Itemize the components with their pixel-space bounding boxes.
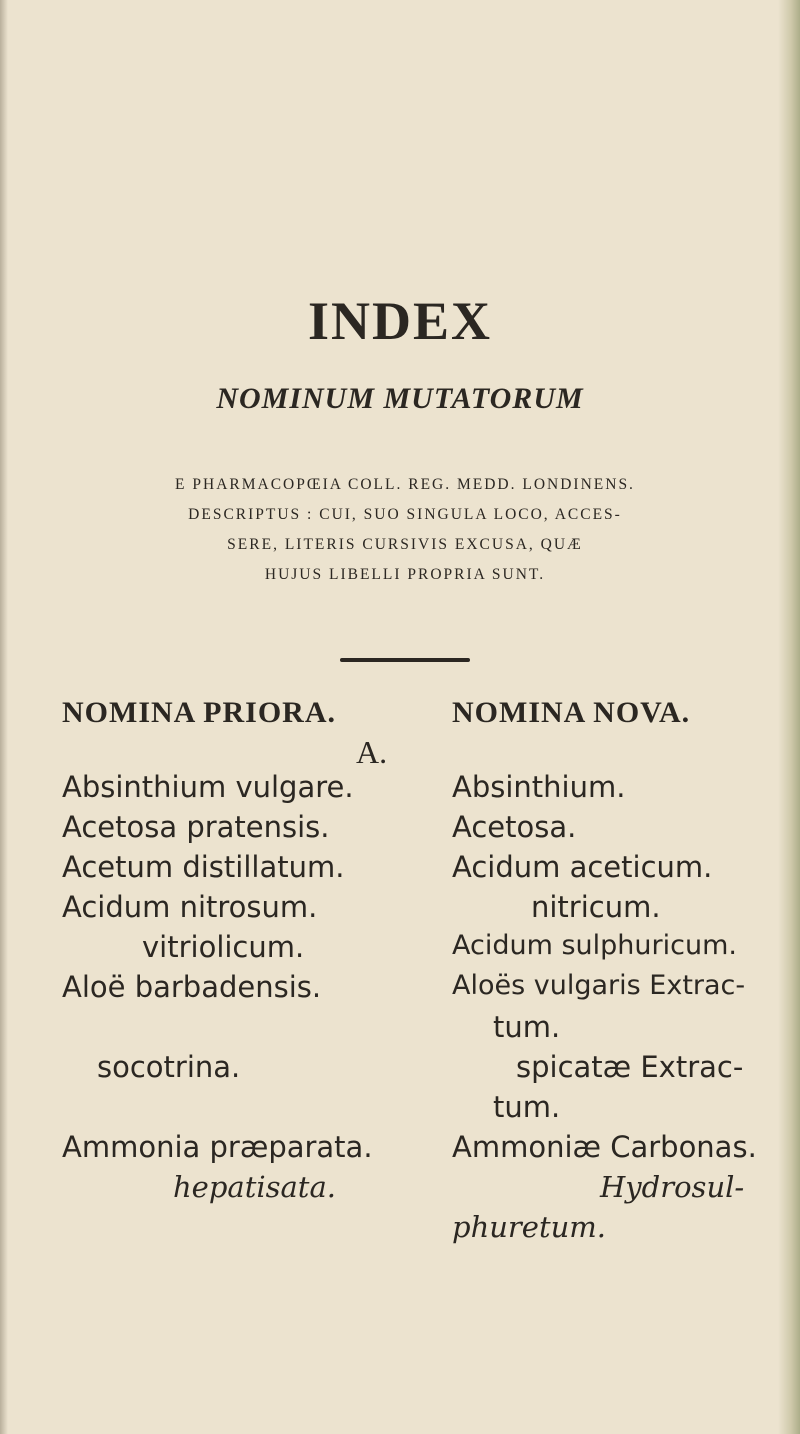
- new-name-entry: Ammoniæ Carbonas.: [452, 1130, 757, 1164]
- right-column-header: NOMINA NOVA.: [452, 696, 691, 729]
- old-name-entry: Absinthium vulgare.: [62, 770, 354, 804]
- description-line: DESCRIPTUS : CUI, SUO SINGULA LOCO, ACCES-: [188, 506, 622, 523]
- old-name-entry: hepatisata.: [173, 1170, 336, 1204]
- description-line: SERE, LITERIS CURSIVIS EXCUSA, QUÆ: [227, 536, 583, 553]
- new-name-entry: Acetosa.: [452, 810, 577, 844]
- new-name-entry: Acidum aceticum.: [452, 850, 713, 884]
- new-name-entry: Aloës vulgaris Extrac-: [452, 970, 746, 1001]
- old-name-entry: Acetosa pratensis.: [62, 810, 330, 844]
- new-name-entry: tum.: [493, 1090, 561, 1124]
- description: [60, 470, 750, 590]
- new-name-entry: nitricum.: [531, 890, 661, 924]
- page-subtitle: NOMINUM MUTATORUM: [216, 382, 584, 415]
- new-name-entry: phuretum.: [452, 1210, 606, 1244]
- new-name-entry: tum.: [493, 1010, 561, 1044]
- new-name-entry: Hydrosul-: [600, 1170, 745, 1204]
- description-line: E PHARMACOPŒIA COLL. REG. MEDD. LONDINENS.: [175, 476, 635, 493]
- page-gutter-shadow: [0, 0, 8, 1434]
- page-edge-stain: [778, 0, 800, 1434]
- old-name-entry: Acidum nitrosum.: [62, 890, 318, 924]
- description-line: HUJUS LIBELLI PROPRIA SUNT.: [264, 566, 546, 583]
- left-column-header: NOMINA PRIORA.: [62, 696, 336, 729]
- page-title: INDEX: [307, 291, 493, 351]
- new-name-entry: spicatæ Extrac-: [516, 1050, 744, 1084]
- section-letter: A.: [356, 734, 388, 770]
- old-name-entry: socotrina.: [97, 1050, 241, 1084]
- new-name-entry: Absinthium.: [452, 770, 626, 804]
- old-name-entry: Aloë barbadensis.: [62, 970, 322, 1004]
- new-name-entry: Acidum sulphuricum.: [452, 930, 737, 961]
- old-name-entry: Ammonia præparata.: [62, 1130, 373, 1164]
- ornamental-rule: [340, 658, 470, 662]
- old-name-entry: Acetum distillatum.: [62, 850, 345, 884]
- old-name-entry: vitriolicum.: [142, 930, 305, 964]
